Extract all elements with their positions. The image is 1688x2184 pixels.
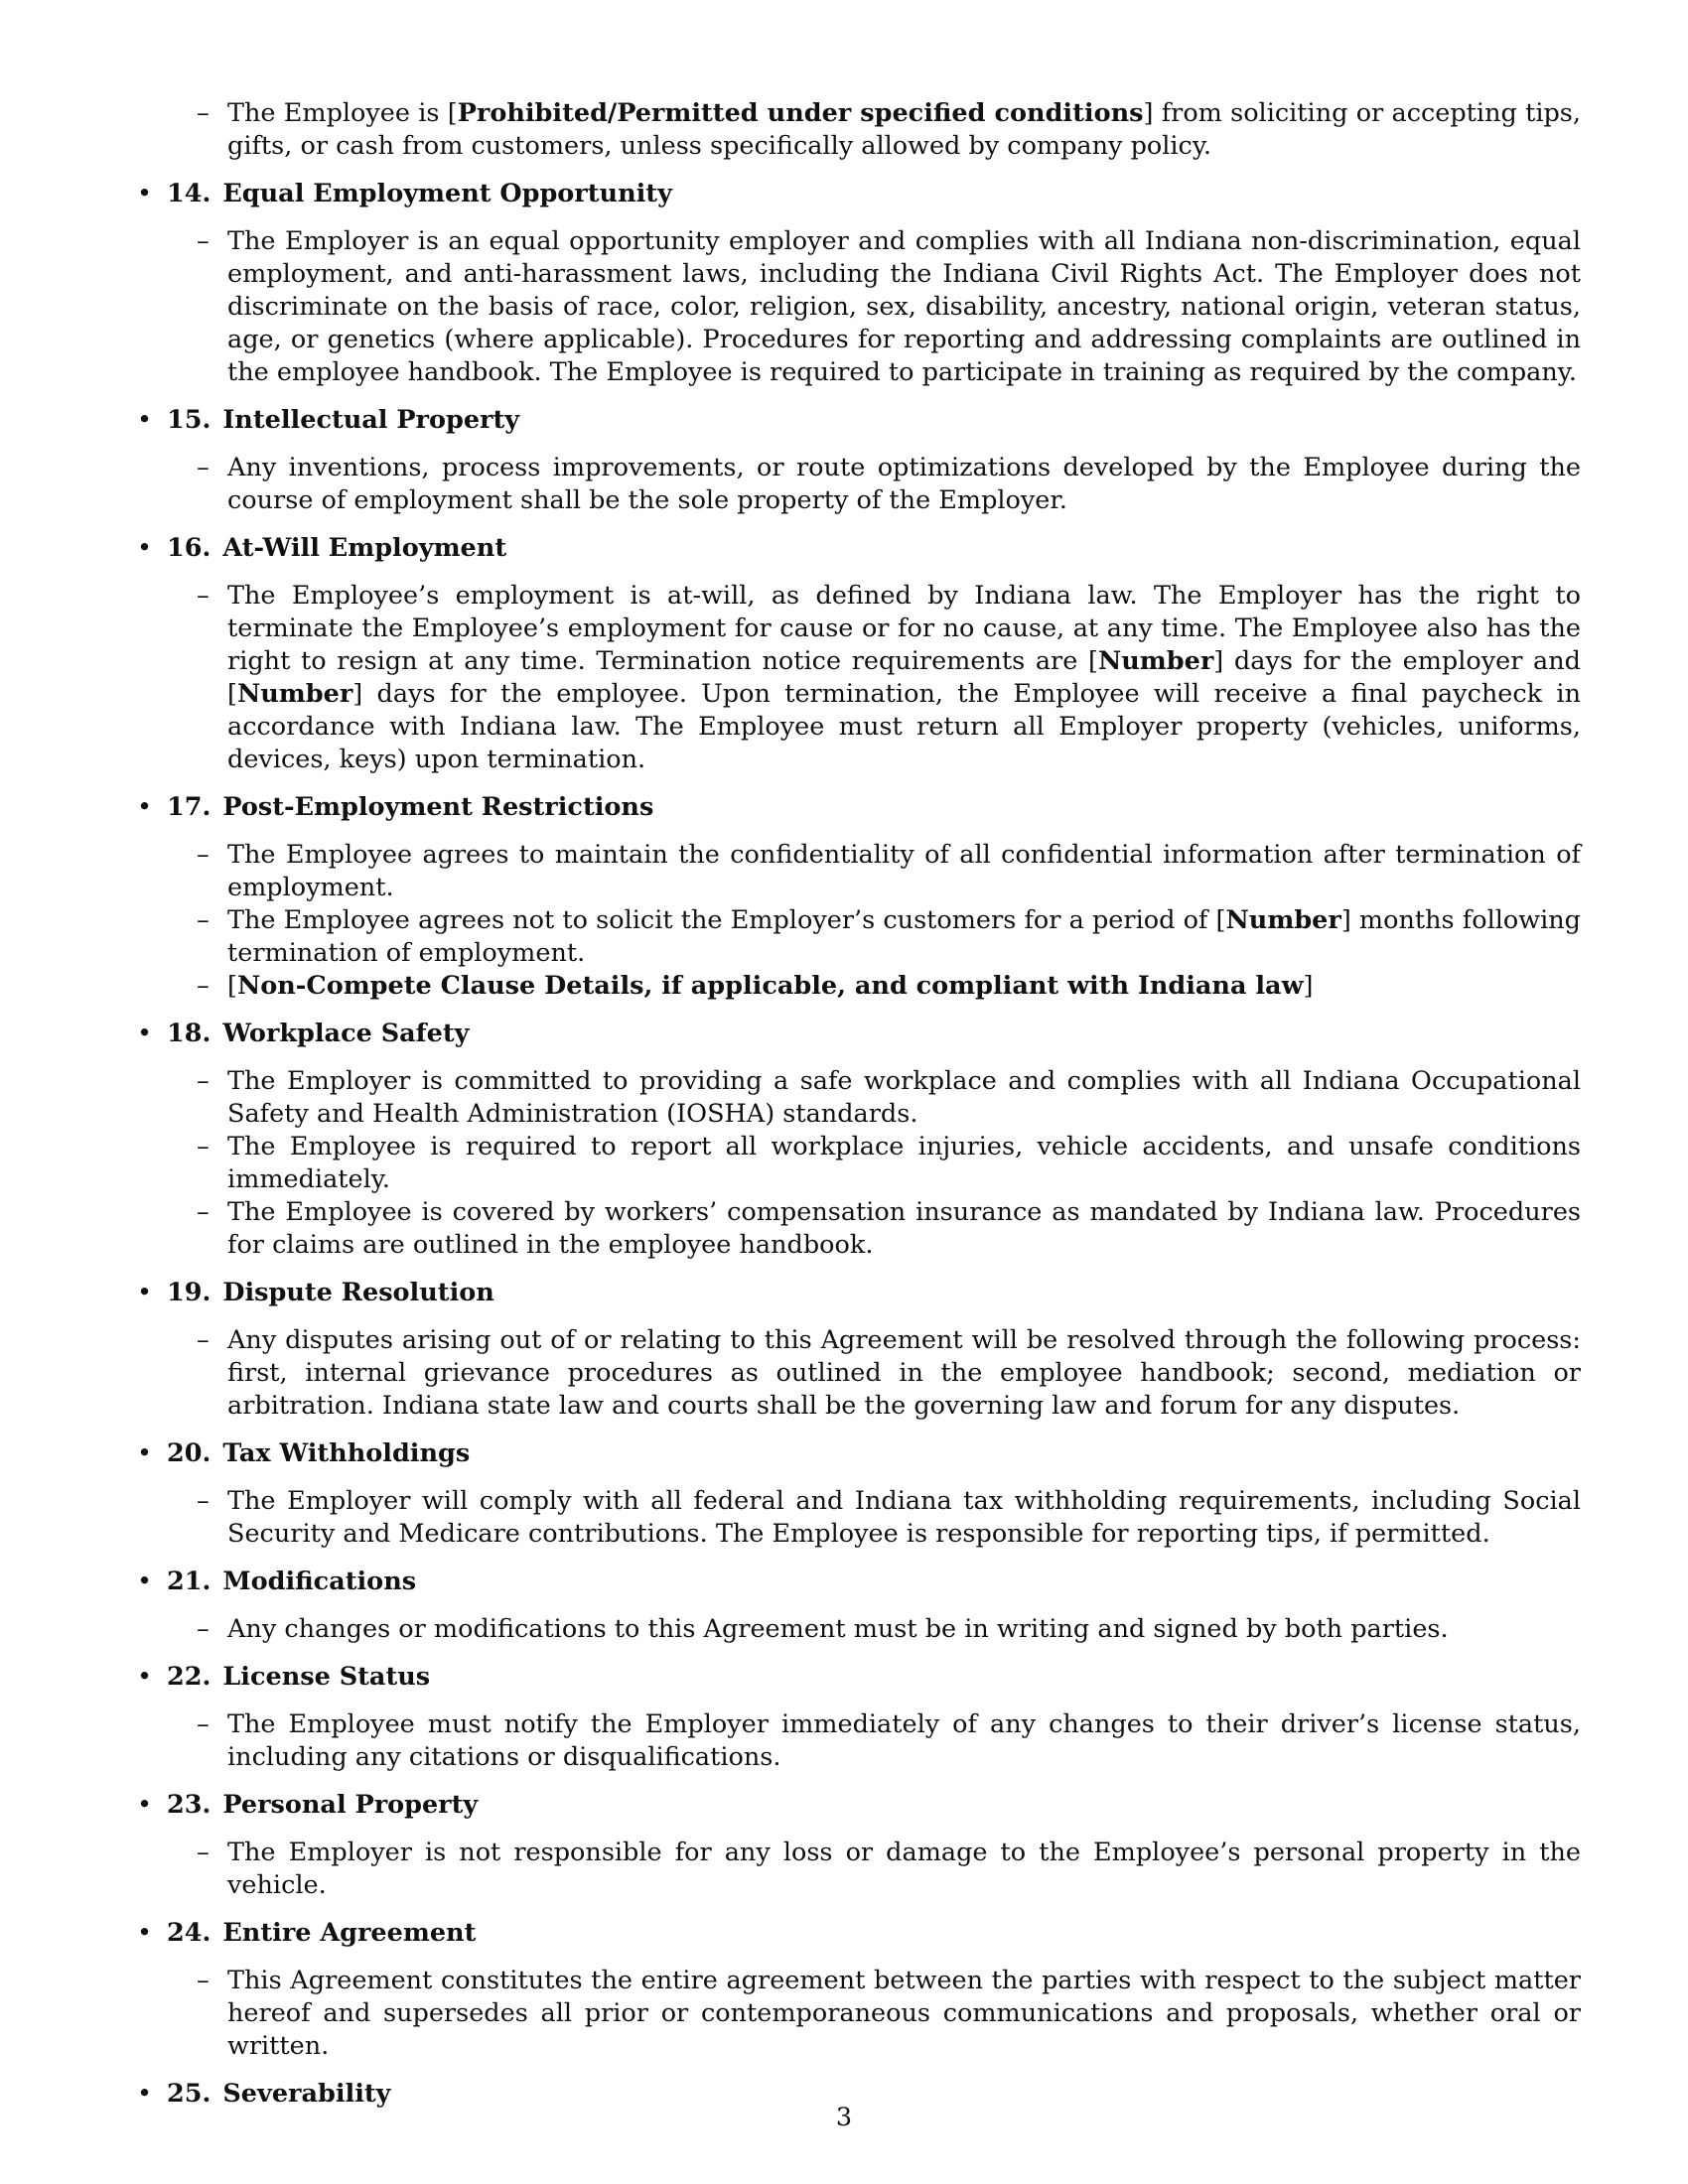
list-item: – The Employee agrees to maintain the confidentiality of all confidential information after termination of employment. [197,840,1581,902]
section-22 [137,1661,1581,1774]
bullet-icon: • [137,1278,153,1307]
list-item: – This Agreement constitutes the entire agreement between the parties with respect to the subject matter hereof and supersedes all prior or contemporaneous communications and proposals, whether oral or written. [197,1966,1581,2061]
dash-marker: – [197,581,210,611]
dash-marker: – [197,1709,210,1739]
section-heading: • 15. Intellectual Property [137,405,520,435]
dash-marker: – [197,1132,210,1161]
list-item: – The Employee agrees not to solicit the Employer’s customers for a period of [Number] months following termination of employment. [197,905,1581,968]
list-item: – Any changes or modifications to this Agreement must be in writing and signed by both parties. [197,1614,1449,1644]
section-24 [137,1917,1581,2063]
dash-marker: – [197,1197,210,1227]
bullet-icon: • [137,179,153,208]
section-heading: • 17. Post-Employment Restrictions [137,792,654,822]
section-heading: • 22. License Status [137,1662,431,1692]
bullet-icon: • [137,1918,153,1948]
section-heading: • 25. Severability [137,2079,391,2109]
bullet-icon: • [137,792,153,822]
dash-marker: – [197,1966,210,1995]
section-14 [137,178,1581,389]
section-heading: • 23. Personal Property [137,1790,479,1820]
bullet-icon: • [137,1567,153,1596]
section-23 [137,1789,1581,1902]
section-21 [137,1566,1581,1646]
dash-marker: – [197,905,210,935]
section-17 [137,791,1581,1003]
dash-marker: – [197,453,210,482]
list-item: – The Employee is covered by workers’ compensation insurance as mandated by Indiana law. Procedures for claims are outlined in the employee handbook. [197,1197,1581,1260]
bullet-icon: • [137,405,153,435]
dash-marker: – [197,98,210,128]
page-number: 3 [835,2103,853,2132]
dash-marker: – [197,1614,210,1644]
section-heading: • 18. Workplace Safety [137,1019,470,1048]
bullet-icon: • [137,533,153,563]
section-19 [137,1277,1581,1423]
document-body [137,97,1581,2125]
dash-marker: – [197,1066,210,1096]
bullet-icon: • [137,1438,153,1468]
list-item: – The Employee is [Prohibited/Permitted under specified conditions] from soliciting or accepting tips, gifts, or cash from customers, unless specifically allowed by company policy. [197,98,1582,161]
section-heading: • 16. At-Will Employment [137,533,507,563]
section-18 [137,1018,1581,1262]
bullet-icon: • [137,2079,153,2109]
list-item: – [Non-Compete Clause Details, if applicable, and compliant with Indiana law] [197,971,1314,1001]
section-heading: • 24. Entire Agreement [137,1918,477,1948]
list-item: – The Employer is not responsible for any loss or damage to the Employee’s personal property in the vehicle. [197,1838,1581,1900]
section-heading: • 21. Modifications [137,1567,417,1596]
section-heading: • 14. Equal Employment Opportunity [137,179,672,208]
dash-marker: – [197,1325,210,1355]
list-item: – The Employer is committed to providing a safe workplace and complies with all Indiana Occupational Safety and Health Administration (IOSHA) standards. [197,1066,1581,1129]
dash-marker: – [197,971,210,1001]
section-heading: • 20. Tax Withholdings [137,1438,471,1468]
list-item: – The Employer is an equal opportunity employer and complies with all Indiana non-discrimination, equal employment, and anti-harassment laws, including the Indiana Civil Rights Act. The Employer does not discriminate on the basis of race, color, religion, sex, disability, ancestry, national origin, veteran status, age, or genetics (where applicable). Procedures for reporting and addressing complaints are outlined in the employee handbook. The Employee is required to participate in training as required by the company. [197,226,1581,387]
dash-marker: – [197,226,210,256]
list-item: – Any inventions, process improvements, or route optimizations developed by the Employee during the course of employment shall be the sole property of the Employer. [197,453,1581,515]
list-item: – The Employer will comply with all federal and Indiana tax withholding requirements, including Social Security and Medicare contributions. The Employee is responsible for reporting tips, if permitted. [197,1486,1581,1549]
dash-marker: – [197,840,210,870]
bullet-icon: • [137,1790,153,1820]
dash-marker: – [197,1838,210,1867]
bullet-icon: • [137,1019,153,1048]
bullet-icon: • [137,1662,153,1692]
section-16 [137,532,1581,776]
list-item: – The Employee’s employment is at-will, as defined by Indiana law. The Employer has the right to terminate the Employee’s employment for cause or for no cause, at any time. The Employee also has the right to resign at any time. Termination notice requirements are [Number] days for the employer and [Number] days for the employee. Upon termination, the Employee will receive a final paycheck in accordance with Indiana law. The Employee must return all Employer property (vehicles, uniforms, devices, keys) upon termination. [197,581,1582,774]
section-15 [137,404,1581,517]
section-heading: • 19. Dispute Resolution [137,1278,494,1307]
list-item: – The Employee must notify the Employer immediately of any changes to their driver’s license status, including any citations or disqualifications. [197,1709,1581,1772]
list-item: – The Employee is required to report all workplace injuries, vehicle accidents, and unsafe conditions immediately. [197,1132,1581,1194]
list-item: – Any disputes arising out of or relating to this Agreement will be resolved through the following process: first, internal grievance procedures as outlined in the employee handbook; second, mediation or arbitration. Indiana state law and courts shall be the governing law and forum for any disputes. [197,1325,1581,1421]
dash-marker: – [197,1486,210,1516]
section-20 [137,1437,1581,1551]
